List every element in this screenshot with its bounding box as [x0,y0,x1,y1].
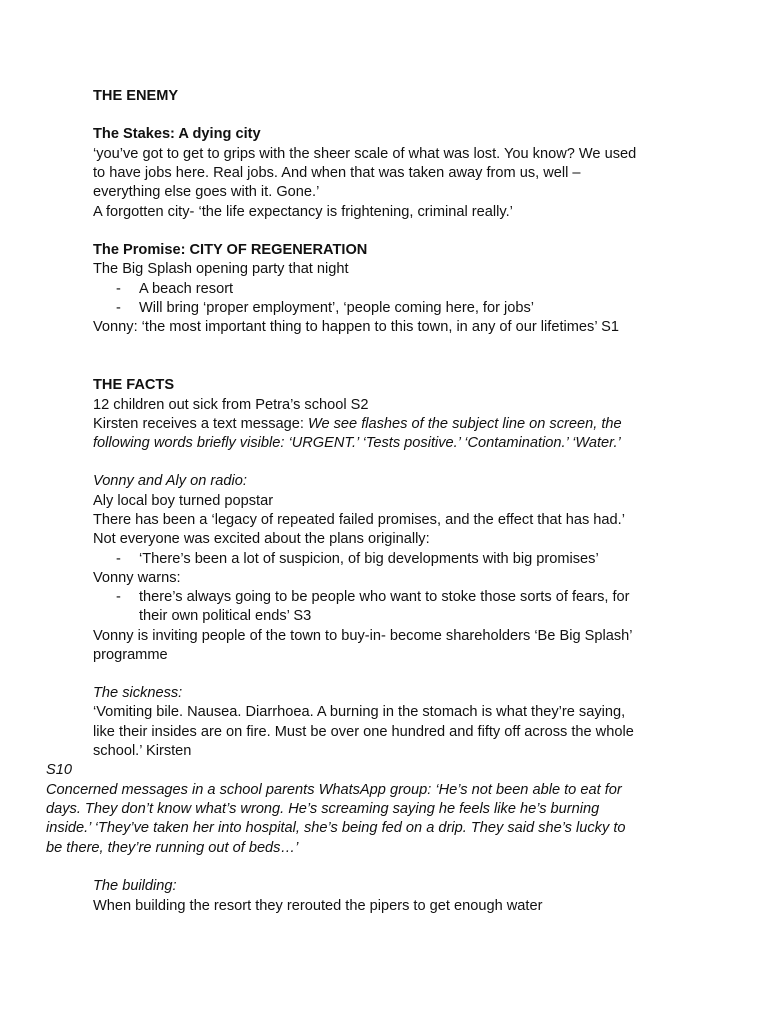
bullet-dash: - [116,589,121,605]
building-heading: The building: [93,878,177,894]
whatsapp-message-line: be there, they’re running out of beds…’ [46,840,299,856]
whatsapp-message-line: inside.’ ‘They’ve taken her into hospital, she’s being fed on a drip. They said she’s lucky to [46,820,626,836]
sickness-quote-line: school.’ Kirsten [93,743,192,759]
document-title: THE ENEMY [93,88,179,104]
forgotten-city-text: A forgotten city- ‘the life expectancy is frightening, criminal really.’ [93,204,513,220]
stakes-heading: The Stakes: A dying city [93,126,261,142]
not-everyone-text: Not everyone was excited about the plans originally: [93,531,430,547]
building-text: When building the resort they rerouted the pipers to get enough water [93,898,543,914]
sickness-heading: The sickness: [93,685,183,701]
inviting-text: Vonny is inviting people of the town to buy-in- become shareholders ‘Be Big Splash’ [93,628,633,644]
promise-heading: The Promise: CITY OF REGENERATION [93,242,368,258]
stakes-quote-line: everything else goes with it. Gone.’ [93,184,320,200]
text-message-italic: We see flashes of the subject line on screen, the [307,416,622,432]
legacy-text: There has been a ‘legacy of repeated failed promises, and the effect that has had.’ [93,512,625,528]
text-message-line [93,415,622,434]
whatsapp-message-line: Concerned messages in a school parents WhatsApp group: ‘He’s not been able to eat for [46,782,622,798]
inviting-text: programme [93,647,168,663]
text-message-plain: Kirsten receives a text message: [93,416,308,432]
whatsapp-message-line: days. They don’t know what’s wrong. He’s screaming saying he feels like he’s burning [46,801,600,817]
stakes-quote-line: ‘you’ve got to get to grips with the sheer scale of what was lost. You know? We used [93,146,637,162]
radio-heading: Vonny and Aly on radio: [93,473,247,489]
bullet-text: Will bring ‘proper employment’, ‘people coming here, for jobs’ [139,300,535,316]
bullet-dash: - [116,551,121,567]
party-text: The Big Splash opening party that night [93,261,349,277]
sick-children-text: 12 children out sick from Petra’s school S2 [93,397,369,413]
text-message-italic-line: following words briefly visible: ‘URGENT.’ ‘Tests positive.’ ‘Contamination.’ ‘Water.’ [93,435,621,451]
bullet-text: A beach resort [139,281,234,297]
bullet-dash: - [116,281,121,297]
facts-heading: THE FACTS [93,377,175,393]
sickness-quote-line: ‘Vomiting bile. Nausea. Diarrhoea. A burning in the stomach is what they’re saying, [93,704,626,720]
bullet-text: their own political ends’ S3 [139,608,312,624]
bullet-dash: - [116,300,121,316]
stakes-quote-line: to have jobs here. Real jobs. And when that was taken away from us, well – [93,165,581,181]
bullet-text: ‘There’s been a lot of suspicion, of big developments with big promises’ [139,551,599,567]
aly-text: Aly local boy turned popstar [93,493,274,509]
vonny-warns-text: Vonny warns: [93,570,181,586]
sickness-quote-line: like their insides are on fire. Must be over one hundred and fifty off across the whole [93,724,634,740]
bullet-text: there’s always going to be people who want to stoke those sorts of fears, for [139,589,630,605]
vonny-quote: Vonny: ‘the most important thing to happen to this town, in any of our lifetimes’ S1 [93,319,619,335]
scene-label: S10 [46,762,72,778]
